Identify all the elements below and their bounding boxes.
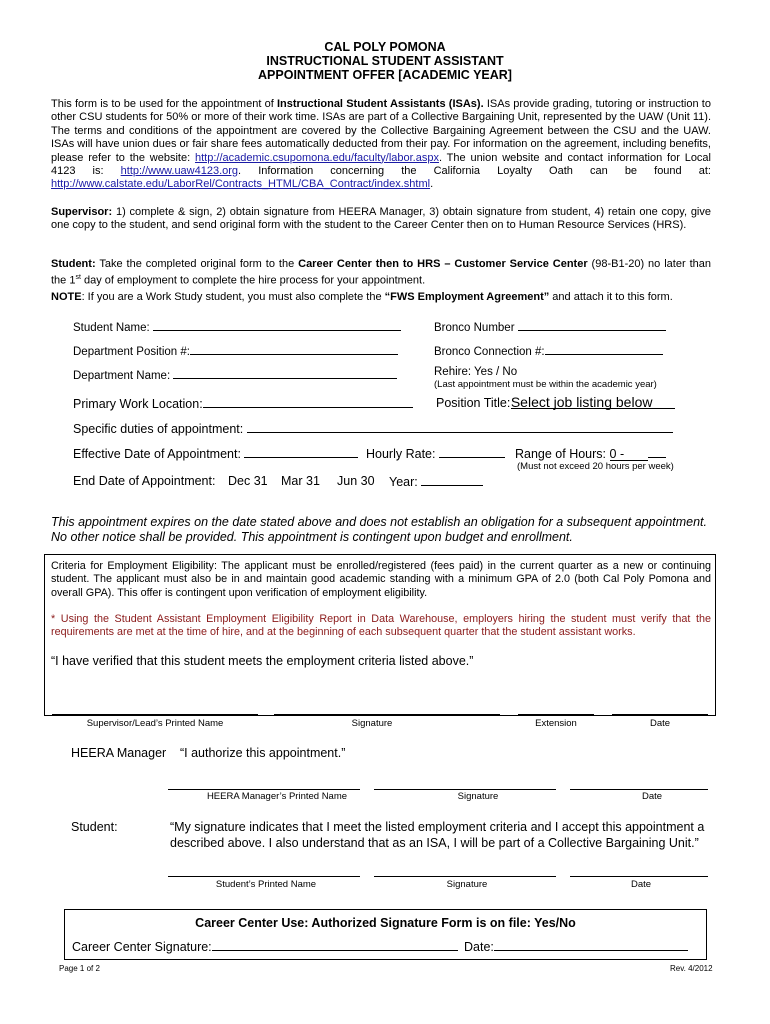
criteria-text: Criteria for Employment Eligibility: The applicant must be enrolled/registered (fees paid) in the current quarter as a new or continuing student. The applicant must also be in and maintain good academic standing with a minimum GPA of 2.0 (both Cal Poly Pomona and overall GPA). This offer is contingent upon verification of employment eligibility.: [51, 560, 711, 599]
end-date-field: [73, 474, 215, 488]
intro-text-2: ISAs provide grading, tutoring or instruction to other CSU students for 50% or more of their work time. ISAs are part of a Collective Bargaining Unit, represented by the UAW (Unit 11). The terms and conditions of the appointment are covered by the Collective Bargaining Agreement between the CSU and the UAW. ISAs will have union dues or fair share fees automatically deducted from their pay. For information on the agreement, including benefits, please refer to the website:: [51, 98, 711, 164]
effective-date-label: Effective Date of Appointment:: [73, 447, 241, 461]
hourly-rate-field[interactable]: [366, 446, 505, 461]
bronco-number-label: Bronco Number: [434, 322, 515, 334]
form-title-line1: CAL POLY POMONA: [324, 40, 446, 54]
intro-text-bold: Instructional Student Assistants (ISAs).: [276, 98, 484, 110]
student-name-line[interactable]: [168, 876, 360, 877]
range-of-hours-label: Range of Hours:: [515, 447, 607, 461]
note-text-2: and attach it to this form.: [549, 291, 673, 303]
student-note-sup: st: [75, 274, 81, 282]
end-option-jun30[interactable]: Jun 30: [337, 474, 375, 488]
primary-work-location-input[interactable]: [203, 396, 413, 408]
bronco-connection-field[interactable]: [434, 343, 663, 358]
student-acceptance-line2: described above. I also understand that as an ISA, I will be part of a Collective Bargaining Unit.”: [170, 836, 699, 850]
heera-signature-caption: Signature: [457, 791, 499, 802]
range-of-hours-input-end[interactable]: [648, 446, 666, 458]
range-of-hours-note: (Must not exceed 20 hours per week): [517, 461, 674, 472]
rehire-field[interactable]: Rehire: Yes / No: [434, 366, 518, 378]
student-note-bold: Career Center then to HRS – Customer Service Center: [298, 258, 588, 270]
position-title-label: Position Title:: [436, 396, 511, 410]
heera-date-line[interactable]: [570, 789, 708, 790]
career-center-signature-field[interactable]: [72, 939, 458, 954]
heera-manager-quote: “I authorize this appointment.”: [180, 746, 346, 760]
department-name-field[interactable]: [73, 367, 397, 382]
labor-agreement-link[interactable]: http://academic.csupomona.edu/faculty/labor.aspx: [195, 151, 439, 164]
student-name-label: Student Name:: [73, 322, 150, 334]
supervisor-name-line[interactable]: [52, 714, 258, 715]
form-title-line3: APPOINTMENT OFFER [ACADEMIC YEAR]: [258, 68, 512, 82]
form-title-line2: INSTRUCTIONAL STUDENT ASSISTANT: [266, 54, 504, 68]
heera-name-line[interactable]: [168, 789, 360, 790]
supervisor-instructions: [51, 206, 711, 233]
student-date-line[interactable]: [570, 876, 708, 877]
specific-duties-field[interactable]: [73, 421, 673, 436]
expiry-line2: No other notice shall be provided. This appointment is contingent upon budget and enrollment.: [51, 530, 573, 544]
supervisor-date-caption: Date: [649, 718, 671, 729]
career-center-signature-label: Career Center Signature:: [72, 940, 212, 954]
effective-date-input[interactable]: [244, 446, 358, 458]
revision-date: Rev. 4/2012: [670, 964, 713, 973]
end-date-label: End Date of Appointment:: [73, 474, 216, 488]
primary-work-location-field[interactable]: [73, 396, 413, 411]
criteria-warning: * Using the Student Assistant Employment Eligibility Report in Data Warehouse, employers hiring the student must verify that the requirements are met at the time of hire, and at the beginning of each subsequent quarter that the student assistant works.: [51, 613, 711, 639]
department-name-input[interactable]: [173, 367, 397, 379]
note-text-1: : If you are a Work Study student, you must also complete the: [81, 291, 385, 303]
supervisor-name-caption: Supervisor/Lead’s Printed Name: [86, 718, 224, 729]
page-number: Page 1 of 2: [59, 964, 100, 973]
year-field[interactable]: [389, 474, 483, 489]
intro-text-5: .: [430, 178, 434, 191]
effective-date-field[interactable]: [73, 446, 358, 461]
note-bold: “FWS Employment Agreement”: [384, 291, 550, 303]
hourly-rate-label: Hourly Rate:: [366, 447, 436, 461]
year-label: Year:: [389, 475, 418, 489]
student-note-text-1: Take the completed original form to the: [95, 258, 299, 270]
bronco-number-field[interactable]: [434, 319, 666, 334]
specific-duties-label: Specific duties of appointment:: [73, 422, 244, 436]
student-acceptance-line1: “My signature indicates that I meet the listed employment criteria and I accept this appointment a: [170, 820, 705, 834]
year-input[interactable]: [421, 474, 483, 486]
position-title-select[interactable]: Select job listing below: [511, 396, 675, 409]
department-position-label: Department Position #:: [73, 346, 190, 358]
note-label: NOTE: [51, 291, 82, 303]
expiry-line1: This appointment expires on the date stated above and does not establish an obligation for a subsequent appointment.: [51, 515, 708, 529]
specific-duties-input[interactable]: [247, 421, 673, 433]
intro-text-3: . The union website and contact information for Local 4123 is:: [51, 151, 711, 178]
bronco-number-input[interactable]: [518, 319, 666, 331]
student-signature-line[interactable]: [374, 876, 556, 877]
student-note-label: Student:: [51, 258, 96, 270]
work-study-note: [51, 291, 711, 304]
intro-text-4: . Information concerning the California Loyalty Oath can be found at:: [238, 165, 711, 178]
intro-text-1: This form is to be used for the appointment of: [51, 98, 277, 110]
student-note-text-2: (98-B1-20) no later than the 1: [51, 258, 711, 288]
end-option-mar31[interactable]: Mar 31: [281, 474, 320, 488]
student-name-input[interactable]: [153, 319, 401, 331]
student-name-field[interactable]: [73, 319, 401, 334]
heera-name-caption: HEERA Manager’s Printed Name: [206, 791, 348, 802]
student-name-caption: Student’s Printed Name: [215, 879, 317, 890]
student-signature-caption: Signature: [446, 879, 488, 890]
loyalty-oath-link[interactable]: http://www.calstate.edu/LaborRel/Contracts_HTML/CBA_Contract/index.shtml: [51, 178, 431, 191]
intro-paragraph: [51, 98, 711, 192]
supervisor-signature-line[interactable]: [274, 714, 500, 715]
heera-date-caption: Date: [641, 791, 663, 802]
end-option-dec31[interactable]: Dec 31: [228, 474, 268, 488]
career-center-date-field[interactable]: [464, 939, 688, 954]
primary-work-location-label: Primary Work Location:: [73, 397, 203, 411]
student-note-text-3: day of employment to complete the hire process for your appointment.: [80, 275, 426, 288]
bronco-connection-label: Bronco Connection #:: [434, 346, 545, 358]
career-center-title: Career Center Use: Authorized Signature Form is on file: Yes/No: [195, 916, 576, 930]
student-date-caption: Date: [630, 879, 652, 890]
range-of-hours-input[interactable]: 0 -: [610, 448, 648, 461]
supervisor-label: Supervisor:: [51, 206, 113, 218]
department-position-input[interactable]: [190, 343, 398, 355]
department-position-field[interactable]: [73, 343, 398, 358]
career-center-date-input[interactable]: [494, 939, 688, 951]
supervisor-date-line[interactable]: [612, 714, 708, 715]
supervisor-extension-line[interactable]: [518, 714, 594, 715]
verified-statement: “I have verified that this student meets the employment criteria listed above.”: [51, 654, 474, 668]
range-of-hours-field[interactable]: [515, 446, 666, 461]
supervisor-signature-caption: Signature: [351, 718, 393, 729]
career-center-signature-input[interactable]: [212, 939, 458, 951]
heera-manager-label: HEERA Manager: [71, 746, 167, 760]
uaw-link[interactable]: http://www.uaw4123.org: [120, 165, 239, 178]
hourly-rate-input[interactable]: [439, 446, 505, 458]
supervisor-text: 1) complete & sign, 2) obtain signature from HEERA Manager, 3) obtain signature from student, 4) retain one copy, give one copy to the student, and send original form with the student to the Career Center then on to Human Resource Services (HRS).: [51, 206, 711, 232]
student-instructions: [51, 258, 711, 288]
position-title-field[interactable]: [436, 396, 675, 410]
department-name-label: Department Name:: [73, 370, 171, 382]
heera-signature-line[interactable]: [374, 789, 556, 790]
bronco-connection-input[interactable]: [545, 343, 663, 355]
student-acceptance-label: Student:: [71, 820, 118, 834]
career-center-date-label: Date:: [464, 940, 494, 954]
rehire-note: (Last appointment must be within the academic year): [434, 379, 657, 390]
supervisor-extension-caption: Extension: [535, 718, 577, 729]
